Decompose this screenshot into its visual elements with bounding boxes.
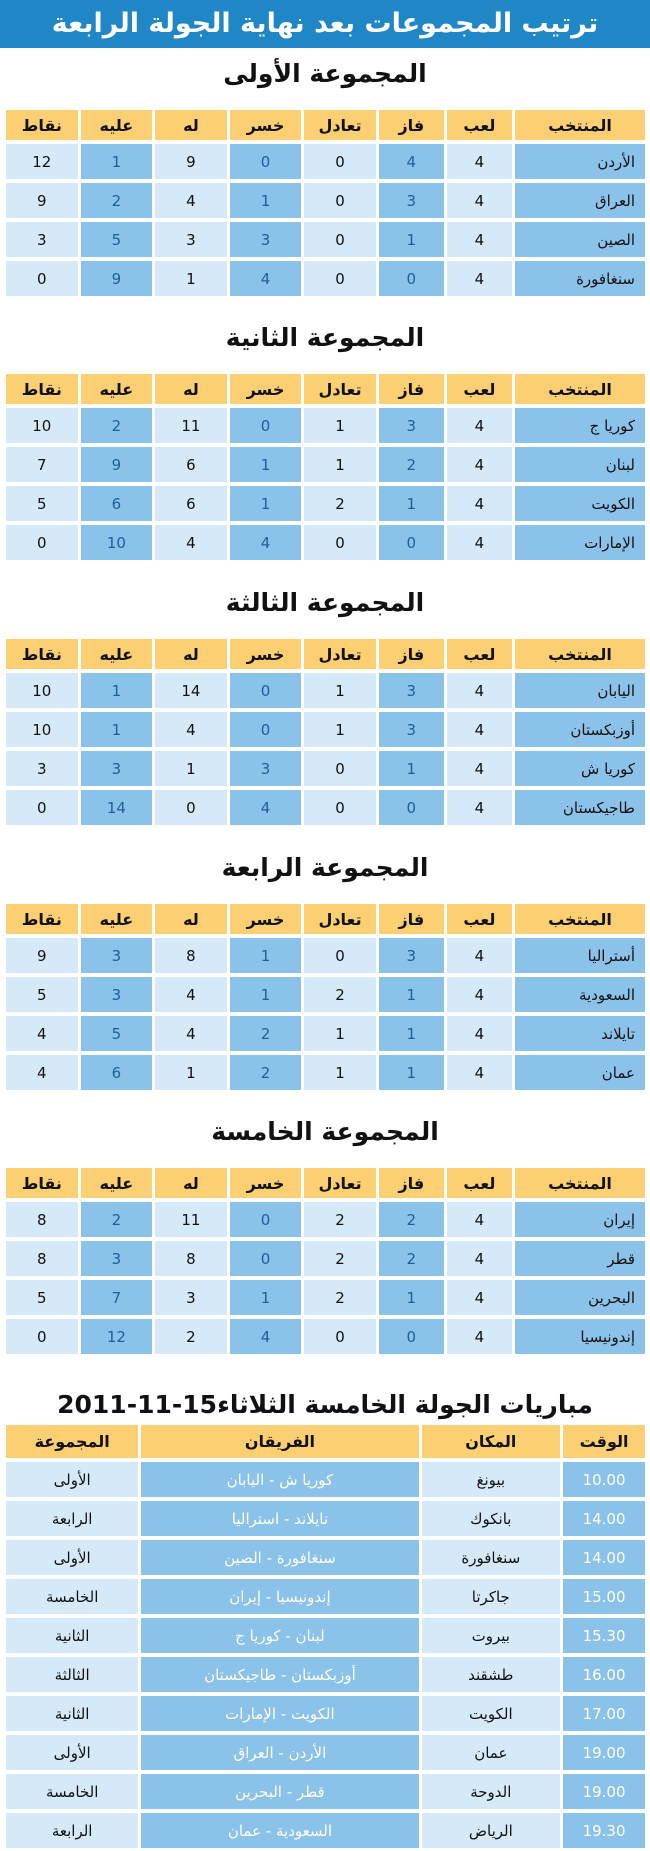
cell-played: 4 bbox=[447, 261, 512, 296]
table-row bbox=[6, 1813, 645, 1848]
column-header-lost: خسر bbox=[230, 1168, 302, 1198]
cell-team: الأردن bbox=[515, 144, 645, 179]
column-header-against: عليه bbox=[81, 1168, 153, 1198]
cell-against: 6 bbox=[81, 486, 153, 521]
cell-lost: 4 bbox=[230, 261, 302, 296]
standings-header-row bbox=[6, 639, 645, 669]
column-header-lost: خسر bbox=[230, 110, 302, 140]
cell-lost: 3 bbox=[230, 751, 302, 786]
table-row bbox=[6, 790, 645, 825]
table-row bbox=[6, 447, 645, 482]
cell-won: 2 bbox=[379, 1241, 444, 1276]
cell-against: 1 bbox=[81, 673, 153, 708]
cell-won: 2 bbox=[379, 447, 444, 482]
cell-place: بيونغ bbox=[422, 1462, 561, 1497]
cell-against: 3 bbox=[81, 751, 153, 786]
cell-team: إندونيسيا bbox=[515, 1319, 645, 1354]
cell-played: 4 bbox=[447, 1319, 512, 1354]
cell-drawn: 0 bbox=[304, 751, 376, 786]
cell-time: 19.30 bbox=[563, 1813, 645, 1848]
cell-for: 4 bbox=[155, 183, 227, 218]
table-row bbox=[6, 144, 645, 179]
cell-lost: 3 bbox=[230, 222, 302, 257]
cell-lost: 1 bbox=[230, 486, 302, 521]
table-row bbox=[6, 1319, 645, 1354]
cell-group: الأولى bbox=[6, 1462, 138, 1497]
table-row bbox=[6, 1696, 645, 1731]
cell-place: بيروت bbox=[422, 1618, 561, 1653]
cell-time: 14.00 bbox=[563, 1540, 645, 1575]
cell-team: كوريا ش bbox=[515, 751, 645, 786]
cell-points: 0 bbox=[6, 1319, 78, 1354]
cell-points: 4 bbox=[6, 1055, 78, 1090]
cell-for: 1 bbox=[155, 751, 227, 786]
cell-won: 0 bbox=[379, 525, 444, 560]
cell-drawn: 2 bbox=[304, 977, 376, 1012]
cell-won: 0 bbox=[379, 261, 444, 296]
cell-for: 1 bbox=[155, 261, 227, 296]
cell-for: 4 bbox=[155, 977, 227, 1012]
cell-lost: 4 bbox=[230, 790, 302, 825]
cell-for: 2 bbox=[155, 1319, 227, 1354]
column-header-drawn: تعادل bbox=[304, 904, 376, 934]
cell-for: 4 bbox=[155, 1016, 227, 1051]
cell-group: الرابعة bbox=[6, 1501, 138, 1536]
cell-for: 8 bbox=[155, 938, 227, 973]
cell-played: 4 bbox=[447, 1016, 512, 1051]
cell-points: 4 bbox=[6, 1016, 78, 1051]
cell-for: 4 bbox=[155, 525, 227, 560]
cell-time: 15.00 bbox=[563, 1579, 645, 1614]
table-row bbox=[6, 1657, 645, 1692]
cell-lost: 1 bbox=[230, 447, 302, 482]
cell-lost: 4 bbox=[230, 525, 302, 560]
cell-played: 4 bbox=[447, 1055, 512, 1090]
cell-won: 3 bbox=[379, 938, 444, 973]
column-header-played: لعب bbox=[447, 374, 512, 404]
table-row bbox=[6, 261, 645, 296]
column-header-group: المجموعة bbox=[6, 1425, 138, 1458]
table-row bbox=[6, 1055, 645, 1090]
cell-played: 4 bbox=[447, 977, 512, 1012]
column-header-team: المنتخب bbox=[515, 904, 645, 934]
cell-against: 2 bbox=[81, 1202, 153, 1237]
cell-group: الثانية bbox=[6, 1696, 138, 1731]
matches-header-row bbox=[6, 1425, 645, 1458]
cell-lost: 2 bbox=[230, 1016, 302, 1051]
table-row bbox=[6, 1501, 645, 1536]
column-header-team: المنتخب bbox=[515, 374, 645, 404]
standings-header-row bbox=[6, 1168, 645, 1198]
cell-drawn: 0 bbox=[304, 1319, 376, 1354]
column-header-lost: خسر bbox=[230, 904, 302, 934]
cell-played: 4 bbox=[447, 525, 512, 560]
column-header-against: عليه bbox=[81, 110, 153, 140]
cell-lost: 2 bbox=[230, 1055, 302, 1090]
column-header-against: عليه bbox=[81, 374, 153, 404]
group-standings-table bbox=[3, 370, 648, 564]
group-title: المجموعة الرابعة bbox=[221, 853, 429, 882]
cell-teams: سنغافورة - الصين bbox=[141, 1540, 418, 1575]
cell-for: 0 bbox=[155, 790, 227, 825]
table-row bbox=[6, 183, 645, 218]
page-title: ترتيب المجموعات بعد نهاية الجولة الرابعة bbox=[0, 0, 650, 48]
cell-against: 12 bbox=[81, 1319, 153, 1354]
cell-against: 5 bbox=[81, 222, 153, 257]
cell-drawn: 0 bbox=[304, 525, 376, 560]
column-header-drawn: تعادل bbox=[304, 374, 376, 404]
cell-for: 11 bbox=[155, 408, 227, 443]
cell-teams: الأردن - العراق bbox=[141, 1735, 418, 1770]
standings-header-row bbox=[6, 904, 645, 934]
column-header-points: نقاط bbox=[6, 639, 78, 669]
cell-played: 4 bbox=[447, 673, 512, 708]
column-header-for: له bbox=[155, 1168, 227, 1198]
column-header-played: لعب bbox=[447, 904, 512, 934]
column-header-played: لعب bbox=[447, 639, 512, 669]
table-row bbox=[6, 1774, 645, 1809]
cell-teams: لبنان - كوريا ج bbox=[141, 1618, 418, 1653]
cell-lost: 1 bbox=[230, 1280, 302, 1315]
cell-played: 4 bbox=[447, 408, 512, 443]
cell-points: 8 bbox=[6, 1241, 78, 1276]
cell-for: 8 bbox=[155, 1241, 227, 1276]
cell-against: 3 bbox=[81, 1241, 153, 1276]
column-header-won: فاز bbox=[379, 374, 444, 404]
cell-points: 12 bbox=[6, 144, 78, 179]
column-header-place: المكان bbox=[422, 1425, 561, 1458]
column-header-drawn: تعادل bbox=[304, 639, 376, 669]
cell-place: جاكرتا bbox=[422, 1579, 561, 1614]
cell-against: 10 bbox=[81, 525, 153, 560]
cell-drawn: 0 bbox=[304, 261, 376, 296]
cell-against: 9 bbox=[81, 261, 153, 296]
cell-teams: أوزبكستان - طاجيكستان bbox=[141, 1657, 418, 1692]
cell-won: 0 bbox=[379, 1319, 444, 1354]
cell-lost: 1 bbox=[230, 977, 302, 1012]
cell-played: 4 bbox=[447, 144, 512, 179]
cell-team: قطر bbox=[515, 1241, 645, 1276]
cell-drawn: 1 bbox=[304, 1016, 376, 1051]
column-header-played: لعب bbox=[447, 110, 512, 140]
table-row bbox=[6, 938, 645, 973]
cell-drawn: 2 bbox=[304, 1202, 376, 1237]
cell-group: الأولى bbox=[6, 1540, 138, 1575]
cell-for: 9 bbox=[155, 144, 227, 179]
table-row bbox=[6, 222, 645, 257]
column-header-team: المنتخب bbox=[515, 110, 645, 140]
cell-lost: 0 bbox=[230, 673, 302, 708]
table-row bbox=[6, 712, 645, 747]
cell-drawn: 0 bbox=[304, 938, 376, 973]
cell-lost: 0 bbox=[230, 712, 302, 747]
cell-points: 8 bbox=[6, 1202, 78, 1237]
cell-lost: 0 bbox=[230, 1202, 302, 1237]
column-header-for: له bbox=[155, 639, 227, 669]
cell-for: 1 bbox=[155, 1055, 227, 1090]
cell-against: 3 bbox=[81, 938, 153, 973]
cell-team: السعودية bbox=[515, 977, 645, 1012]
column-header-won: فاز bbox=[379, 639, 444, 669]
cell-for: 14 bbox=[155, 673, 227, 708]
cell-against: 5 bbox=[81, 1016, 153, 1051]
column-header-drawn: تعادل bbox=[304, 110, 376, 140]
cell-won: 1 bbox=[379, 977, 444, 1012]
cell-against: 1 bbox=[81, 144, 153, 179]
cell-place: الكويت bbox=[422, 1696, 561, 1731]
table-row bbox=[6, 1579, 645, 1614]
cell-team: أستراليا bbox=[515, 938, 645, 973]
cell-lost: 0 bbox=[230, 1241, 302, 1276]
matches-title: مباريات الجولة الخامسة الثلاثاء15-11-2011 bbox=[57, 1390, 593, 1419]
cell-group: الرابعة bbox=[6, 1813, 138, 1848]
cell-teams: قطر - البحرين bbox=[141, 1774, 418, 1809]
table-row bbox=[6, 1280, 645, 1315]
cell-drawn: 2 bbox=[304, 486, 376, 521]
cell-for: 11 bbox=[155, 1202, 227, 1237]
cell-group: الخامسة bbox=[6, 1774, 138, 1809]
group-title: المجموعة الثالثة bbox=[225, 588, 425, 617]
group-standings-table bbox=[3, 900, 648, 1094]
cell-points: 7 bbox=[6, 447, 78, 482]
column-header-for: له bbox=[155, 110, 227, 140]
cell-team: العراق bbox=[515, 183, 645, 218]
standings-header-row bbox=[6, 110, 645, 140]
cell-played: 4 bbox=[447, 222, 512, 257]
cell-played: 4 bbox=[447, 938, 512, 973]
cell-won: 1 bbox=[379, 1280, 444, 1315]
column-header-for: له bbox=[155, 374, 227, 404]
cell-time: 16.00 bbox=[563, 1657, 645, 1692]
standings-header-row bbox=[6, 374, 645, 404]
table-row bbox=[6, 977, 645, 1012]
column-header-points: نقاط bbox=[6, 904, 78, 934]
table-row bbox=[6, 408, 645, 443]
cell-against: 6 bbox=[81, 1055, 153, 1090]
cell-lost: 0 bbox=[230, 408, 302, 443]
cell-time: 10.00 bbox=[563, 1462, 645, 1497]
cell-points: 10 bbox=[6, 408, 78, 443]
cell-for: 6 bbox=[155, 447, 227, 482]
column-header-lost: خسر bbox=[230, 374, 302, 404]
column-header-points: نقاط bbox=[6, 110, 78, 140]
column-header-lost: خسر bbox=[230, 639, 302, 669]
cell-won: 4 bbox=[379, 144, 444, 179]
cell-points: 10 bbox=[6, 712, 78, 747]
cell-time: 19.00 bbox=[563, 1774, 645, 1809]
cell-against: 2 bbox=[81, 408, 153, 443]
group-title: المجموعة الأولى bbox=[223, 59, 427, 88]
cell-for: 3 bbox=[155, 1280, 227, 1315]
cell-played: 4 bbox=[447, 183, 512, 218]
column-header-played: لعب bbox=[447, 1168, 512, 1198]
group-standings-table bbox=[3, 635, 648, 829]
cell-points: 5 bbox=[6, 1280, 78, 1315]
cell-won: 1 bbox=[379, 1016, 444, 1051]
cell-teams: الكويت - الإمارات bbox=[141, 1696, 418, 1731]
cell-team: إيران bbox=[515, 1202, 645, 1237]
cell-team: تايلاند bbox=[515, 1016, 645, 1051]
table-row bbox=[6, 1016, 645, 1051]
cell-points: 9 bbox=[6, 938, 78, 973]
cell-played: 4 bbox=[447, 712, 512, 747]
table-row bbox=[6, 1735, 645, 1770]
table-row bbox=[6, 751, 645, 786]
cell-drawn: 1 bbox=[304, 408, 376, 443]
group-title: المجموعة الخامسة bbox=[211, 1117, 439, 1146]
column-header-points: نقاط bbox=[6, 374, 78, 404]
column-header-won: فاز bbox=[379, 904, 444, 934]
cell-against: 3 bbox=[81, 977, 153, 1012]
cell-won: 1 bbox=[379, 222, 444, 257]
column-header-won: فاز bbox=[379, 110, 444, 140]
cell-drawn: 0 bbox=[304, 790, 376, 825]
cell-points: 5 bbox=[6, 486, 78, 521]
cell-drawn: 1 bbox=[304, 712, 376, 747]
cell-team: سنغافورة bbox=[515, 261, 645, 296]
column-header-against: عليه bbox=[81, 639, 153, 669]
cell-drawn: 2 bbox=[304, 1280, 376, 1315]
cell-points: 10 bbox=[6, 673, 78, 708]
group-title: المجموعة الثانية bbox=[225, 323, 425, 352]
cell-won: 0 bbox=[379, 790, 444, 825]
column-header-team: المنتخب bbox=[515, 1168, 645, 1198]
table-row bbox=[6, 525, 645, 560]
cell-points: 0 bbox=[6, 525, 78, 560]
cell-played: 4 bbox=[447, 751, 512, 786]
cell-teams: كوريا ش - اليابان bbox=[141, 1462, 418, 1497]
cell-place: طشقند bbox=[422, 1657, 561, 1692]
cell-won: 1 bbox=[379, 486, 444, 521]
table-row bbox=[6, 486, 645, 521]
column-header-points: نقاط bbox=[6, 1168, 78, 1198]
cell-team: اليابان bbox=[515, 673, 645, 708]
table-row bbox=[6, 1462, 645, 1497]
cell-lost: 0 bbox=[230, 144, 302, 179]
cell-won: 3 bbox=[379, 183, 444, 218]
cell-won: 3 bbox=[379, 673, 444, 708]
cell-for: 3 bbox=[155, 222, 227, 257]
table-row bbox=[6, 1202, 645, 1237]
cell-points: 9 bbox=[6, 183, 78, 218]
cell-team: كوريا ج bbox=[515, 408, 645, 443]
cell-for: 4 bbox=[155, 712, 227, 747]
cell-drawn: 1 bbox=[304, 1055, 376, 1090]
matches-table bbox=[3, 1421, 648, 1851]
cell-team: لبنان bbox=[515, 447, 645, 482]
cell-drawn: 1 bbox=[304, 673, 376, 708]
cell-points: 3 bbox=[6, 751, 78, 786]
cell-teams: تايلاند - استراليا bbox=[141, 1501, 418, 1536]
cell-against: 2 bbox=[81, 183, 153, 218]
cell-place: عمان bbox=[422, 1735, 561, 1770]
cell-team: عمان bbox=[515, 1055, 645, 1090]
group-standings-table bbox=[3, 106, 648, 300]
table-row bbox=[6, 1618, 645, 1653]
cell-won: 3 bbox=[379, 712, 444, 747]
cell-lost: 4 bbox=[230, 1319, 302, 1354]
cell-place: الدوحة bbox=[422, 1774, 561, 1809]
cell-drawn: 2 bbox=[304, 1241, 376, 1276]
cell-group: الثالثة bbox=[6, 1657, 138, 1692]
cell-played: 4 bbox=[447, 1280, 512, 1315]
cell-team: أوزبكستان bbox=[515, 712, 645, 747]
column-header-teams: الفريقان bbox=[141, 1425, 418, 1458]
cell-played: 4 bbox=[447, 447, 512, 482]
cell-place: الرياض bbox=[422, 1813, 561, 1848]
cell-won: 1 bbox=[379, 1055, 444, 1090]
cell-points: 0 bbox=[6, 790, 78, 825]
cell-points: 3 bbox=[6, 222, 78, 257]
cell-team: الكويت bbox=[515, 486, 645, 521]
cell-teams: السعودية - عمان bbox=[141, 1813, 418, 1848]
cell-place: سنغافورة bbox=[422, 1540, 561, 1575]
cell-time: 15.30 bbox=[563, 1618, 645, 1653]
cell-time: 14.00 bbox=[563, 1501, 645, 1536]
cell-group: الأولى bbox=[6, 1735, 138, 1770]
cell-won: 1 bbox=[379, 751, 444, 786]
cell-played: 4 bbox=[447, 790, 512, 825]
column-header-against: عليه bbox=[81, 904, 153, 934]
table-row bbox=[6, 1241, 645, 1276]
cell-team: البحرين bbox=[515, 1280, 645, 1315]
cell-time: 17.00 bbox=[563, 1696, 645, 1731]
cell-lost: 1 bbox=[230, 183, 302, 218]
column-header-drawn: تعادل bbox=[304, 1168, 376, 1198]
cell-time: 19.00 bbox=[563, 1735, 645, 1770]
cell-group: الخامسة bbox=[6, 1579, 138, 1614]
cell-points: 0 bbox=[6, 261, 78, 296]
column-header-team: المنتخب bbox=[515, 639, 645, 669]
cell-points: 5 bbox=[6, 977, 78, 1012]
cell-won: 3 bbox=[379, 408, 444, 443]
cell-team: الإمارات bbox=[515, 525, 645, 560]
column-header-won: فاز bbox=[379, 1168, 444, 1198]
cell-place: بانكوك bbox=[422, 1501, 561, 1536]
column-header-for: له bbox=[155, 904, 227, 934]
cell-team: طاجيكستان bbox=[515, 790, 645, 825]
cell-teams: إندونيسيا - إيران bbox=[141, 1579, 418, 1614]
cell-played: 4 bbox=[447, 1202, 512, 1237]
cell-against: 9 bbox=[81, 447, 153, 482]
column-header-time: الوقت bbox=[563, 1425, 645, 1458]
cell-for: 6 bbox=[155, 486, 227, 521]
cell-drawn: 1 bbox=[304, 447, 376, 482]
group-standings-table bbox=[3, 1164, 648, 1358]
cell-team: الصين bbox=[515, 222, 645, 257]
table-row bbox=[6, 673, 645, 708]
cell-played: 4 bbox=[447, 486, 512, 521]
cell-drawn: 0 bbox=[304, 144, 376, 179]
cell-won: 2 bbox=[379, 1202, 444, 1237]
cell-against: 1 bbox=[81, 712, 153, 747]
table-row bbox=[6, 1540, 645, 1575]
cell-drawn: 0 bbox=[304, 222, 376, 257]
cell-against: 7 bbox=[81, 1280, 153, 1315]
cell-played: 4 bbox=[447, 1241, 512, 1276]
cell-against: 14 bbox=[81, 790, 153, 825]
cell-lost: 1 bbox=[230, 938, 302, 973]
cell-group: الثانية bbox=[6, 1618, 138, 1653]
cell-drawn: 0 bbox=[304, 183, 376, 218]
